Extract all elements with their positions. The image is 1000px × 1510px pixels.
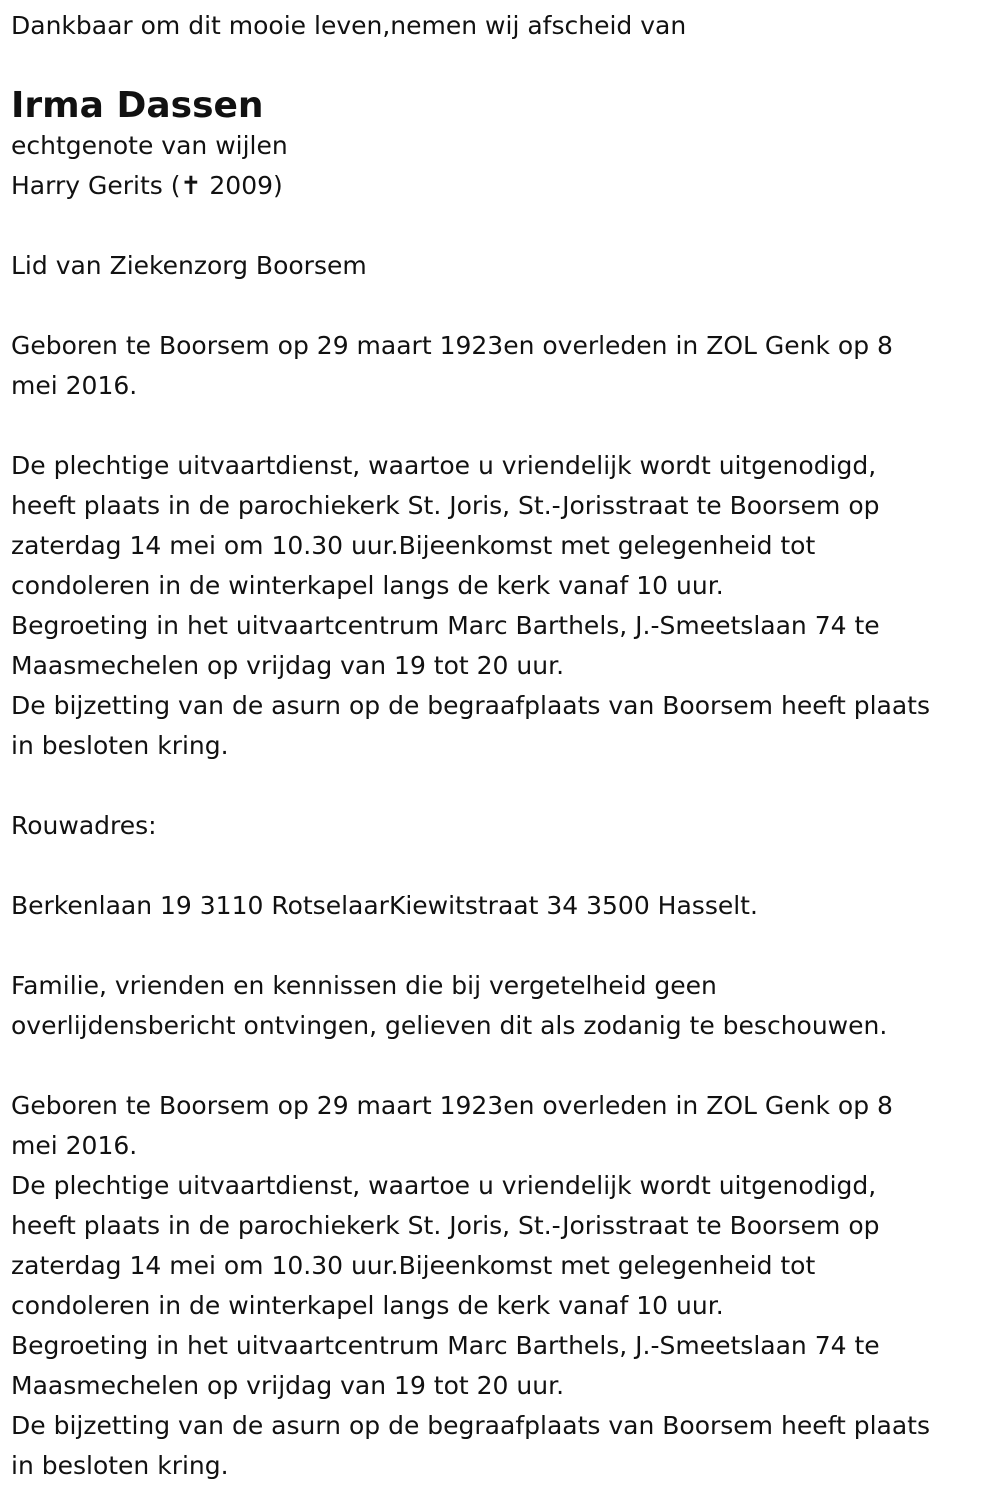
service-line: heeft plaats in de parochiekerk St. Joris, St.-Jorisstraat te Boorsem op xyxy=(11,491,880,520)
repeat-line: zaterdag 14 mei om 10.30 uur.Bijeenkomst met gelegenheid tot xyxy=(11,1251,816,1280)
deceased-name: Irma Dassen xyxy=(11,85,264,126)
spouse-line: echtgenote van wijlen xyxy=(11,131,288,160)
service-line: Begroeting in het uitvaartcentrum Marc Barthels, J.-Smeetslaan 74 te xyxy=(11,611,880,640)
address-label: Rouwadres: xyxy=(11,811,157,840)
repeat-line: Begroeting in het uitvaartcentrum Marc Barthels, J.-Smeetslaan 74 te xyxy=(11,1331,880,1360)
service-line: condoleren in de winterkapel langs de kerk vanaf 10 uur. xyxy=(11,571,724,600)
repeat-line: De plechtige uitvaartdienst, waartoe u vriendelijk wordt uitgenodigd, xyxy=(11,1171,877,1200)
spacer xyxy=(11,286,996,326)
service-line: Maasmechelen op vrijdag van 19 tot 20 uur. xyxy=(11,651,565,680)
birth-death-line: Geboren te Boorsem op 29 maart 1923en overleden in ZOL Genk op 8 xyxy=(11,331,893,360)
spouse-name-line: Harry Gerits (✝ 2009) xyxy=(11,171,283,200)
spacer xyxy=(11,846,996,886)
repeat-line: condoleren in de winterkapel langs de kerk vanaf 10 uur. xyxy=(11,1291,724,1320)
repeat-line: De bijzetting van de asurn op de begraafplaats van Boorsem heeft plaats xyxy=(11,1411,930,1440)
spacer xyxy=(11,206,996,246)
service-line: De bijzetting van de asurn op de begraafplaats van Boorsem heeft plaats xyxy=(11,691,930,720)
service-line: zaterdag 14 mei om 10.30 uur.Bijeenkomst met gelegenheid tot xyxy=(11,531,816,560)
notice-line: Familie, vrienden en kennissen die bij vergetelheid geen xyxy=(11,971,717,1000)
birth-death-line: mei 2016. xyxy=(11,371,138,400)
membership-line: Lid van Ziekenzorg Boorsem xyxy=(11,251,367,280)
spacer xyxy=(11,766,996,806)
repeat-line: mei 2016. xyxy=(11,1131,138,1160)
spacer xyxy=(11,1046,996,1086)
obituary-text xyxy=(11,6,996,1486)
intro-line: Dankbaar om dit mooie leven,nemen wij afscheid van xyxy=(11,11,687,40)
repeat-line: heeft plaats in de parochiekerk St. Joris, St.-Jorisstraat te Boorsem op xyxy=(11,1211,880,1240)
repeat-line: Geboren te Boorsem op 29 maart 1923en overleden in ZOL Genk op 8 xyxy=(11,1091,893,1120)
service-line: in besloten kring. xyxy=(11,731,229,760)
service-line: De plechtige uitvaartdienst, waartoe u vriendelijk wordt uitgenodigd, xyxy=(11,451,877,480)
spacer xyxy=(11,926,996,966)
spacer xyxy=(11,406,996,446)
repeat-line: Maasmechelen op vrijdag van 19 tot 20 uur. xyxy=(11,1371,565,1400)
notice-line: overlijdensbericht ontvingen, gelieven dit als zodanig te beschouwen. xyxy=(11,1011,888,1040)
repeat-line: in besloten kring. xyxy=(11,1451,229,1480)
address-line: Berkenlaan 19 3110 RotselaarKiewitstraat 34 3500 Hasselt. xyxy=(11,891,758,920)
